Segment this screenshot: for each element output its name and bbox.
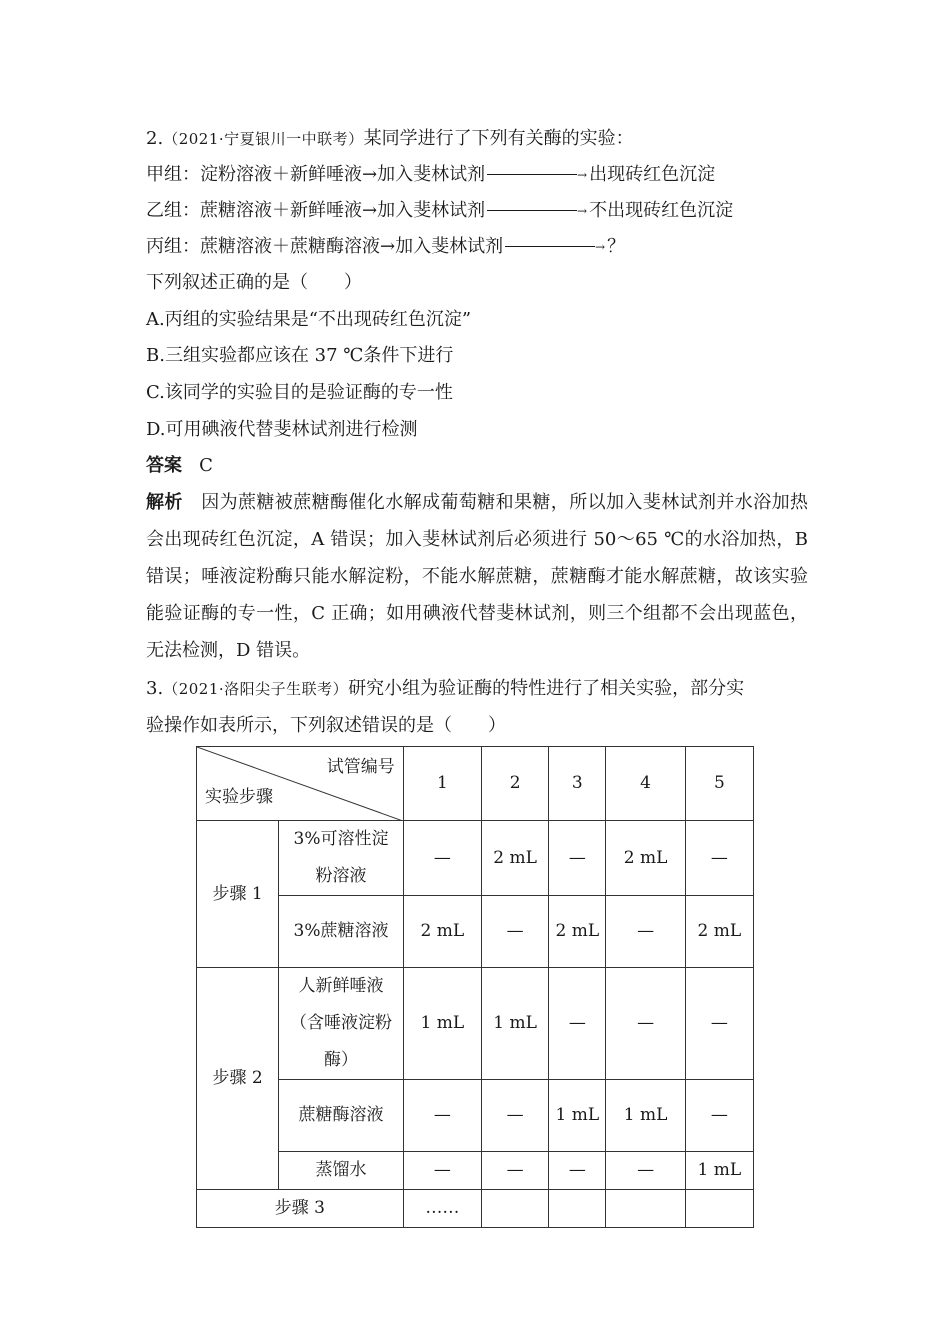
table-cell: 1 mL xyxy=(481,968,548,1080)
step-label: 步骤 3 xyxy=(197,1190,404,1228)
long-arrow-icon: → xyxy=(505,237,605,257)
group-mid: 加入斐林试剂 xyxy=(395,236,504,257)
table-cell: — xyxy=(549,968,606,1080)
tube-header: 1 xyxy=(403,747,481,821)
table-cell: — xyxy=(403,821,481,896)
table-cell: — xyxy=(606,1152,685,1190)
tube-header: 4 xyxy=(606,747,685,821)
q2-group-c xyxy=(146,234,625,260)
step-label: 步骤 2 xyxy=(197,968,279,1190)
table-cell: 2 mL xyxy=(685,896,753,968)
tube-header: 3 xyxy=(549,747,606,821)
group-text: 淀粉溶液＋新鲜唾液 xyxy=(200,164,362,185)
reagent-name: 3%可溶性淀粉溶液 xyxy=(279,821,403,896)
table-row xyxy=(197,1190,754,1228)
arrow-icon: → xyxy=(380,236,396,257)
q2-option-b: B.三组实验都应该在 37 ℃条件下进行 xyxy=(146,345,454,366)
q2-group-b xyxy=(146,198,733,224)
q3-source: （2021·洛阳尖子生联考） xyxy=(163,680,349,698)
table-cell: — xyxy=(685,1080,753,1152)
group-label: 乙组： xyxy=(146,200,200,221)
table-row xyxy=(197,1152,754,1190)
long-arrow-icon: → xyxy=(487,201,587,221)
reagent-name: 3%蔗糖溶液 xyxy=(279,896,403,968)
group-text: 蔗糖溶液＋蔗糖酶溶液 xyxy=(200,236,380,257)
table-cell: …… xyxy=(403,1190,481,1228)
analysis-text: 因为蔗糖被蔗糖酶催化水解成葡萄糖和果糖，所以加入斐林试剂并水浴加热会出现砖红色沉淀，A 错误；加入斐林试剂后必须进行 50～65 ℃的水浴加热，B 错误；唾液淀粉酶只能水解淀粉，不能水解蔗糖，蔗糖酶才能水解蔗糖，故该实验能验证酶的专一性，C 正确；如用碘液代替斐林试剂，则三个组都不会出现蓝色，无法检测，D 错误。 xyxy=(146,492,809,661)
q3-stem-2: 验操作如表所示，下列叙述错误的是（ ） xyxy=(146,715,506,736)
table-cell: 2 mL xyxy=(606,821,685,896)
group-label: 甲组： xyxy=(146,164,200,185)
experiment-table xyxy=(196,746,754,1228)
group-mid: 加入斐林试剂 xyxy=(377,164,486,185)
table-cell: 1 mL xyxy=(403,968,481,1080)
table-header-row xyxy=(197,747,754,821)
table-cell: — xyxy=(685,968,753,1080)
q2-question: 下列叙述正确的是（ ） xyxy=(146,272,362,293)
q2-answer xyxy=(146,453,213,479)
q2-option-d: D.可用碘液代替斐林试剂进行检测 xyxy=(146,419,418,440)
reagent-name: 人新鲜唾液（含唾液淀粉酶） xyxy=(279,968,403,1080)
corner-bottom: 实验步骤 xyxy=(205,787,273,807)
q2-source: （2021·宁夏银川一中联考） xyxy=(163,130,364,148)
table-cell: 1 mL xyxy=(549,1080,606,1152)
corner-top: 试管编号 xyxy=(326,757,395,777)
table-cell: — xyxy=(403,1080,481,1152)
q2-stem: 某同学进行了下列有关酶的实验： xyxy=(363,128,634,149)
table-row xyxy=(197,896,754,968)
group-result: ？ xyxy=(607,236,626,257)
table-cell xyxy=(685,1190,753,1228)
reagent-name: 蔗糖酶溶液 xyxy=(279,1080,403,1152)
tube-header: 2 xyxy=(481,747,548,821)
table-cell: — xyxy=(549,1152,606,1190)
table-cell: 2 mL xyxy=(481,821,548,896)
q3-stem-1: 研究小组为验证酶的特性进行了相关实验，部分实 xyxy=(348,678,745,699)
q2-option-c: C.该同学的实验目的是验证酶的专一性 xyxy=(146,382,453,403)
group-label: 丙组： xyxy=(146,236,200,257)
q3-header xyxy=(146,676,744,702)
q2-analysis xyxy=(146,484,808,669)
step-label: 步骤 1 xyxy=(197,821,279,968)
table-cell xyxy=(606,1190,685,1228)
table-cell xyxy=(549,1190,606,1228)
table-cell: — xyxy=(685,821,753,896)
group-text: 蔗糖溶液＋新鲜唾液 xyxy=(200,200,362,221)
table-cell: — xyxy=(481,896,548,968)
table-cell: 2 mL xyxy=(549,896,606,968)
table-row xyxy=(197,968,754,1080)
reagent-name: 蒸馏水 xyxy=(279,1152,403,1190)
answer-value: C xyxy=(199,455,213,476)
q3-number: 3. xyxy=(146,678,164,699)
group-result: 不出现砖红色沉淀 xyxy=(589,200,734,221)
arrow-icon: → xyxy=(362,200,378,221)
table-cell: — xyxy=(549,821,606,896)
table-cell: — xyxy=(481,1080,548,1152)
q2-option-a: A.丙组的实验结果是“不出现砖红色沉淀” xyxy=(146,309,472,330)
table-cell xyxy=(481,1190,548,1228)
group-result: 出现砖红色沉淀 xyxy=(589,164,716,185)
q2-header xyxy=(146,126,634,152)
q2-number: 2. xyxy=(146,128,164,149)
table-cell: 1 mL xyxy=(685,1152,753,1190)
table-cell: — xyxy=(403,1152,481,1190)
answer-label: 答案 xyxy=(146,455,182,476)
table-row xyxy=(197,1080,754,1152)
table-cell: 1 mL xyxy=(606,1080,685,1152)
table-row xyxy=(197,821,754,896)
analysis-label: 解析 xyxy=(146,492,183,513)
q2-group-a xyxy=(146,162,715,188)
long-arrow-icon: → xyxy=(487,165,587,185)
table-cell: 2 mL xyxy=(403,896,481,968)
table-cell: — xyxy=(481,1152,548,1190)
table-cell: — xyxy=(606,896,685,968)
group-mid: 加入斐林试剂 xyxy=(377,200,486,221)
arrow-icon: → xyxy=(362,164,378,185)
table-cell: — xyxy=(606,968,685,1080)
table-corner-cell xyxy=(197,747,404,821)
tube-header: 5 xyxy=(685,747,753,821)
